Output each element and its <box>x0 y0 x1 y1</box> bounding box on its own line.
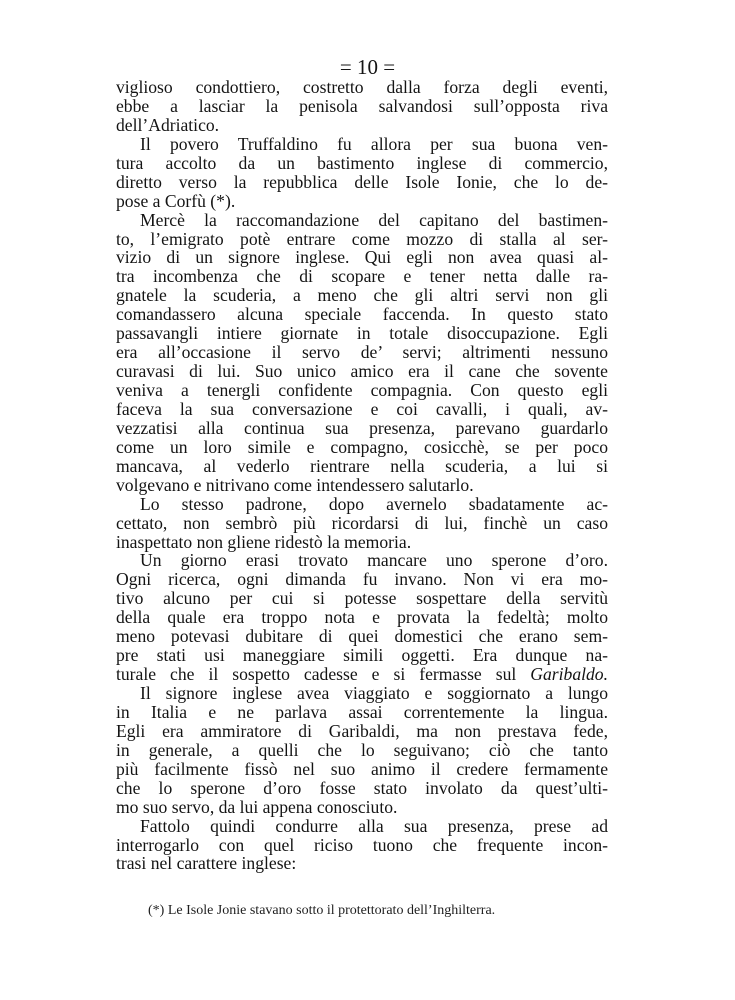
text-line: comandassero alcuna speciale faccenda. In questo stato <box>116 304 608 325</box>
text-line: vizio di un signore inglese. Qui egli non avea quasi al- <box>116 247 608 268</box>
body-text <box>116 78 608 873</box>
text-line: gnatele la scuderia, a meno che gli altri servi non gli <box>116 285 608 306</box>
text-line: diretto verso la repubblica delle Isole Ionie, che lo de- <box>116 171 608 192</box>
text-line: Un giorno erasi trovato mancare uno sperone d’oro. <box>140 550 608 571</box>
text-line: Fattolo quindi condurre alla sua presenza, prese ad <box>140 815 608 836</box>
text-line: to, l’emigrato potè entrare come mozzo di stalla al ser- <box>116 228 608 249</box>
text-line: tra incombenza che di scopare e tener netta dalle ra- <box>116 266 608 287</box>
text-line: Egli era ammiratore di Garibaldi, ma non prestava fede, <box>116 720 608 741</box>
text-line: volgevano e nitrivano come intendessero salutarlo. <box>116 474 474 495</box>
text-line: era all’occasione il servo de’ servi; altrimenti nessuno <box>116 342 608 363</box>
text-line: veniva a tenergli confidente compagnia. Con questo egli <box>116 380 608 400</box>
page-number: = 10 = <box>339 55 396 79</box>
text-line: pose a Corfù (*). <box>116 190 236 211</box>
text-line: inaspettato non gliene ridestò la memoria. <box>116 531 412 552</box>
text-line: in Italia e ne parlava assai correntemente la lingua. <box>116 701 608 722</box>
text-line: mo suo servo, da lui appena conosciuto. <box>116 796 398 817</box>
text-line: tura accolto da un bastimento inglese di commercio, <box>116 152 608 173</box>
text-line: Il signore inglese avea viaggiato e soggiornato a lungo <box>140 683 608 703</box>
text-line: come un loro simile e compagno, cosicchè, se per poco <box>116 436 608 457</box>
text-line: della quale era troppo nota e provata la fedeltà; molto <box>116 607 608 628</box>
text-line: passavangli intiere giornate in totale disoccupazione. Egli <box>116 323 608 344</box>
text-line: meno potevasi dubitare di quei domestici che erano sem- <box>116 626 608 647</box>
footnote: (*) Le Isole Jonie stavano sotto il protettorato dell’Inghilterra. <box>148 903 496 918</box>
text-line: trasi nel carattere inglese: <box>116 853 297 874</box>
text-line: vezzatisi alla continua sua presenza, parevano guardarlo <box>116 417 608 438</box>
text-line: pre stati usi maneggiare simili oggetti. Era dunque na- <box>116 645 608 666</box>
text-line: più facilmente fissò nel suo animo il credere fermamente <box>116 758 608 779</box>
text-line: mancava, al vederlo rientrare nella scuderia, a lui si <box>116 455 608 476</box>
text-line: interrogarlo con quel riciso tuono che frequente incon- <box>116 834 608 855</box>
text-line: che lo sperone d’oro fosse stato involato da quest’ulti- <box>116 777 608 798</box>
text-line: ebbe a lasciar la penisola salvandosi sull’opposta riva <box>116 95 608 116</box>
text-line: curavasi di lui. Suo unico amico era il cane che sovente <box>116 361 608 382</box>
text-line: in generale, a quelli che lo seguivano; ciò che tanto <box>116 739 608 760</box>
text-line: Ogni ricerca, ogni dimanda fu invano. Non vi era mo- <box>116 569 608 590</box>
text-line: faceva la sua conversazione e coi cavalli, i quali, av- <box>116 398 608 419</box>
text-line: cettato, non sembrò più ricordarsi di lui, finchè un caso <box>116 512 608 533</box>
text-line: tivo alcuno per cui si potesse sospettare della servitù <box>116 588 608 609</box>
text-line: viglioso condottiero, costretto dalla forza degli eventi, <box>116 77 608 97</box>
text-line: Il povero Truffaldino fu allora per sua buona ven- <box>140 133 608 154</box>
text-line: Lo stesso padrone, dopo avernelo sbadatamente ac- <box>140 493 608 514</box>
text-line: dell’Adriatico. <box>116 114 220 135</box>
text-line: Mercè la raccomandazione del capitano del bastimen- <box>140 209 608 230</box>
text-line: turale che il sospetto cadesse e si fermasse sul Garibaldo. <box>116 664 608 685</box>
